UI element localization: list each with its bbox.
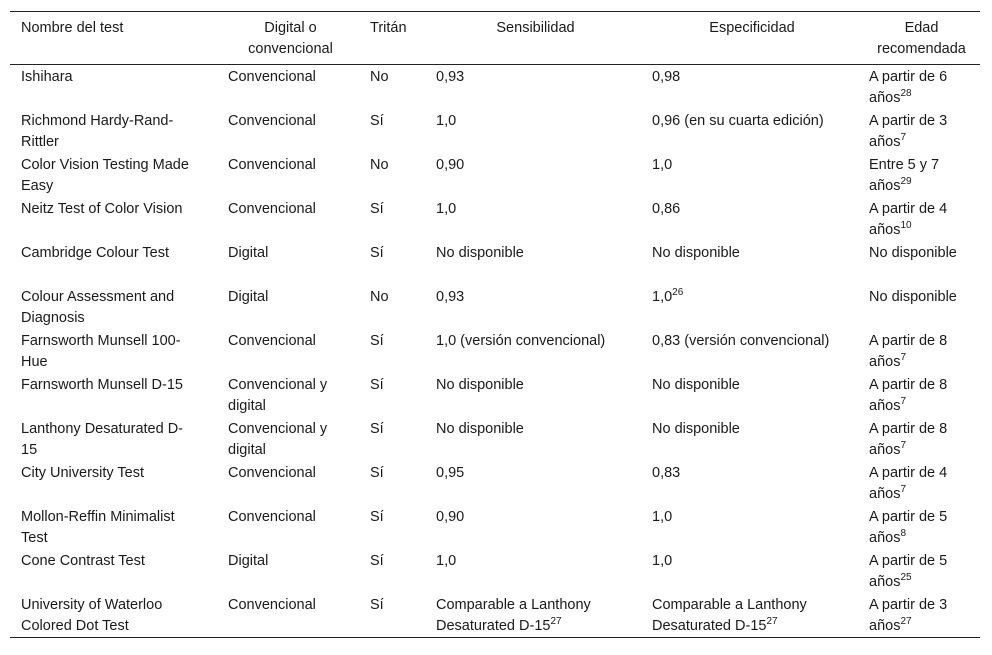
cell-sensitivity <box>425 417 641 461</box>
cell-age-text: A partir de 3 años <box>869 597 948 634</box>
cell-specificity <box>641 549 858 593</box>
cell-test-name-text: Farnsworth Munsell 100-Hue <box>21 333 181 370</box>
cell-tritan <box>359 329 425 373</box>
cell-sensitivity-text: 0,95 <box>436 465 465 481</box>
cell-specificity <box>641 593 858 638</box>
cell-type-text: Convencional y digital <box>228 377 328 414</box>
cell-tritan <box>359 109 425 153</box>
cell-tritan-text: Sí <box>370 553 384 569</box>
cell-age-text: A partir de 4 años <box>869 201 948 238</box>
cell-specificity <box>641 285 858 329</box>
cell-specificity-text: 1,0 <box>652 509 673 525</box>
cell-type-text: Convencional <box>228 597 316 613</box>
cell-age-reference: 25 <box>900 572 912 584</box>
cell-age-reference: 7 <box>900 352 907 364</box>
cell-tritan <box>359 549 425 593</box>
cell-test-name-text: University of Waterloo Colored Dot Test <box>21 597 163 634</box>
cell-tritan <box>359 285 425 329</box>
cell-specificity <box>641 65 858 110</box>
cell-age-text: A partir de 5 años <box>869 553 948 590</box>
table-row <box>10 285 980 329</box>
cell-test-name-text: Color Vision Testing Made Easy <box>21 157 189 194</box>
cell-specificity-text: 0,83 <box>652 465 681 481</box>
cell-test-name-text: Lanthony Desaturated D-15 <box>21 421 184 458</box>
cell-test-name <box>10 197 217 241</box>
cell-tritan <box>359 241 425 285</box>
cell-sensitivity-text: No disponible <box>436 421 524 437</box>
cell-sensitivity <box>425 285 641 329</box>
cell-test-name-text: Colour Assessment and Diagnosis <box>21 289 175 326</box>
cell-sensitivity <box>425 373 641 417</box>
cell-type <box>217 65 359 110</box>
cell-sensitivity <box>425 549 641 593</box>
cell-specificity <box>641 373 858 417</box>
cell-age <box>858 153 980 197</box>
cell-specificity <box>641 241 858 285</box>
cell-type <box>217 549 359 593</box>
table-row <box>10 329 980 373</box>
cell-age <box>858 197 980 241</box>
cell-specificity-text: 0,86 <box>652 201 681 217</box>
cell-sensitivity <box>425 329 641 373</box>
cell-tritan-text: Sí <box>370 465 384 481</box>
color-vision-tests-table <box>10 11 980 638</box>
cell-type <box>217 109 359 153</box>
cell-test-name <box>10 593 217 638</box>
cell-age <box>858 461 980 505</box>
cell-age <box>858 549 980 593</box>
cell-type <box>217 153 359 197</box>
cell-test-name <box>10 461 217 505</box>
cell-sensitivity <box>425 505 641 549</box>
cell-type <box>217 285 359 329</box>
cell-tritan <box>359 417 425 461</box>
cell-age <box>858 373 980 417</box>
cell-specificity <box>641 505 858 549</box>
cell-age <box>858 593 980 638</box>
cell-test-name <box>10 549 217 593</box>
cell-sensitivity-text: Comparable a Lanthony Desaturated D-15 <box>436 597 591 634</box>
cell-age-reference: 8 <box>900 528 907 540</box>
cell-tritan-text: Sí <box>370 245 384 261</box>
cell-type <box>217 373 359 417</box>
cell-test-name <box>10 505 217 549</box>
cell-age-reference: 7 <box>900 484 907 496</box>
table-header-row <box>10 12 980 65</box>
cell-age-reference: 27 <box>900 616 912 628</box>
cell-specificity-text: 0,96 (en su cuarta edición) <box>652 113 824 129</box>
cell-tritan-text: Sí <box>370 509 384 525</box>
cell-age-text: No disponible <box>869 245 957 261</box>
table-body <box>10 65 980 638</box>
cell-sensitivity-text: No disponible <box>436 245 524 261</box>
table-row <box>10 549 980 593</box>
cell-tritan-text: Sí <box>370 201 384 217</box>
cell-type <box>217 417 359 461</box>
table-row <box>10 461 980 505</box>
cell-tritan <box>359 373 425 417</box>
cell-tritan <box>359 65 425 110</box>
cell-age-reference: 10 <box>900 220 912 232</box>
cell-type-text: Convencional <box>228 509 316 525</box>
cell-specificity-text: 0,98 <box>652 69 681 85</box>
color-vision-tests-table-container <box>10 11 980 638</box>
cell-sensitivity-text: 0,90 <box>436 157 465 173</box>
cell-specificity-text: Comparable a Lanthony Desaturated D-15 <box>652 597 807 634</box>
cell-test-name-text: Cone Contrast Test <box>21 553 145 569</box>
cell-tritan <box>359 593 425 638</box>
table-row <box>10 153 980 197</box>
cell-type-text: Digital <box>228 245 269 261</box>
cell-age <box>858 505 980 549</box>
cell-age-text: A partir de 8 años <box>869 421 948 458</box>
cell-test-name-text: Farnsworth Munsell D-15 <box>21 377 183 393</box>
cell-type-text: Convencional <box>228 201 316 217</box>
cell-test-name <box>10 241 217 285</box>
cell-tritan <box>359 505 425 549</box>
table-row <box>10 417 980 461</box>
header-sensitivity: Sensibilidad <box>496 20 575 36</box>
header-name: Nombre del test <box>21 20 124 36</box>
cell-test-name <box>10 373 217 417</box>
table-row <box>10 109 980 153</box>
cell-type-text: Digital <box>228 553 269 569</box>
cell-sensitivity <box>425 153 641 197</box>
cell-specificity-text: 1,0 <box>652 157 673 173</box>
cell-tritan-text: Sí <box>370 113 384 129</box>
table-row <box>10 593 980 638</box>
cell-age-text: A partir de 5 años <box>869 509 948 546</box>
cell-type <box>217 197 359 241</box>
cell-specificity-text: No disponible <box>652 377 740 393</box>
cell-sensitivity-text: 1,0 <box>436 201 457 217</box>
cell-age-text: A partir de 4 años <box>869 465 948 502</box>
cell-tritan-text: Sí <box>370 333 384 349</box>
cell-type-text: Convencional <box>228 69 316 85</box>
cell-type <box>217 505 359 549</box>
cell-type <box>217 241 359 285</box>
cell-type-text: Convencional <box>228 465 316 481</box>
cell-age-reference: 29 <box>900 176 912 188</box>
table-row <box>10 373 980 417</box>
cell-specificity-text: No disponible <box>652 421 740 437</box>
cell-age-text: Entre 5 y 7 años <box>869 157 940 194</box>
cell-age <box>858 65 980 110</box>
cell-age-text: No disponible <box>869 289 957 305</box>
cell-type-text: Digital <box>228 289 269 305</box>
cell-tritan <box>359 197 425 241</box>
cell-tritan-text: Sí <box>370 421 384 437</box>
cell-age-text: A partir de 6 años <box>869 69 948 106</box>
cell-sensitivity-text: 0,93 <box>436 289 465 305</box>
cell-test-name <box>10 65 217 110</box>
cell-sensitivity <box>425 65 641 110</box>
cell-sensitivity-text: 0,93 <box>436 69 465 85</box>
cell-test-name <box>10 109 217 153</box>
table-row <box>10 505 980 549</box>
header-type: Digital o convencional <box>248 20 333 57</box>
cell-sensitivity-text: 1,0 <box>436 553 457 569</box>
cell-type <box>217 461 359 505</box>
cell-test-name <box>10 153 217 197</box>
cell-test-name-text: Ishihara <box>21 69 73 85</box>
cell-age-reference: 28 <box>900 88 912 100</box>
cell-sensitivity <box>425 197 641 241</box>
cell-specificity <box>641 197 858 241</box>
cell-age-reference: 7 <box>900 132 907 144</box>
cell-type-text: Convencional <box>228 113 316 129</box>
cell-tritan-text: No <box>370 69 389 85</box>
cell-age <box>858 241 980 285</box>
cell-age-text: A partir de 8 años <box>869 377 948 414</box>
cell-sensitivity <box>425 461 641 505</box>
cell-tritan <box>359 153 425 197</box>
cell-tritan-text: Sí <box>370 597 384 613</box>
cell-sensitivity-text: 0,90 <box>436 509 465 525</box>
cell-age <box>858 329 980 373</box>
cell-specificity-reference: 27 <box>766 616 778 628</box>
cell-type <box>217 593 359 638</box>
cell-type-text: Convencional <box>228 157 316 173</box>
cell-specificity-text: 1,0 <box>652 553 673 569</box>
cell-test-name-text: Richmond Hardy-Rand-Rittler <box>21 113 174 150</box>
cell-specificity <box>641 417 858 461</box>
cell-age <box>858 109 980 153</box>
cell-test-name-text: Neitz Test of Color Vision <box>21 201 183 217</box>
cell-tritan-text: No <box>370 157 389 173</box>
cell-age-text: A partir de 8 años <box>869 333 948 370</box>
header-age: Edad recomendada <box>877 20 966 57</box>
cell-specificity-text: 0,83 (versión convencional) <box>652 333 830 349</box>
cell-specificity <box>641 109 858 153</box>
cell-test-name-text: Mollon-Reffin Minimalist Test <box>21 509 175 546</box>
cell-sensitivity-text: 1,0 <box>436 113 457 129</box>
cell-tritan-text: Sí <box>370 377 384 393</box>
table-row <box>10 65 980 110</box>
cell-tritan <box>359 461 425 505</box>
cell-sensitivity-text: 1,0 (versión convencional) <box>436 333 606 349</box>
cell-sensitivity-reference: 27 <box>550 616 562 628</box>
cell-specificity <box>641 153 858 197</box>
cell-specificity-reference: 26 <box>672 287 684 299</box>
cell-sensitivity <box>425 241 641 285</box>
cell-sensitivity <box>425 109 641 153</box>
cell-tritan-text: No <box>370 289 389 305</box>
cell-test-name <box>10 285 217 329</box>
cell-type-text: Convencional y digital <box>228 421 328 458</box>
cell-specificity-text: No disponible <box>652 245 740 261</box>
cell-age <box>858 417 980 461</box>
cell-sensitivity-text: No disponible <box>436 377 524 393</box>
cell-sensitivity <box>425 593 641 638</box>
header-tritan: Tritán <box>370 20 407 36</box>
cell-age-reference: 7 <box>900 440 907 452</box>
cell-test-name-text: Cambridge Colour Test <box>21 245 170 261</box>
table-row <box>10 197 980 241</box>
cell-specificity <box>641 329 858 373</box>
cell-test-name <box>10 329 217 373</box>
cell-specificity-text: 1,0 <box>652 289 673 305</box>
cell-type-text: Convencional <box>228 333 316 349</box>
header-specificity: Especificidad <box>709 20 795 36</box>
cell-type <box>217 329 359 373</box>
cell-age-text: A partir de 3 años <box>869 113 948 150</box>
cell-age <box>858 285 980 329</box>
cell-test-name-text: City University Test <box>21 465 145 481</box>
cell-specificity <box>641 461 858 505</box>
table-row <box>10 241 980 285</box>
cell-age-reference: 7 <box>900 396 907 408</box>
cell-test-name <box>10 417 217 461</box>
